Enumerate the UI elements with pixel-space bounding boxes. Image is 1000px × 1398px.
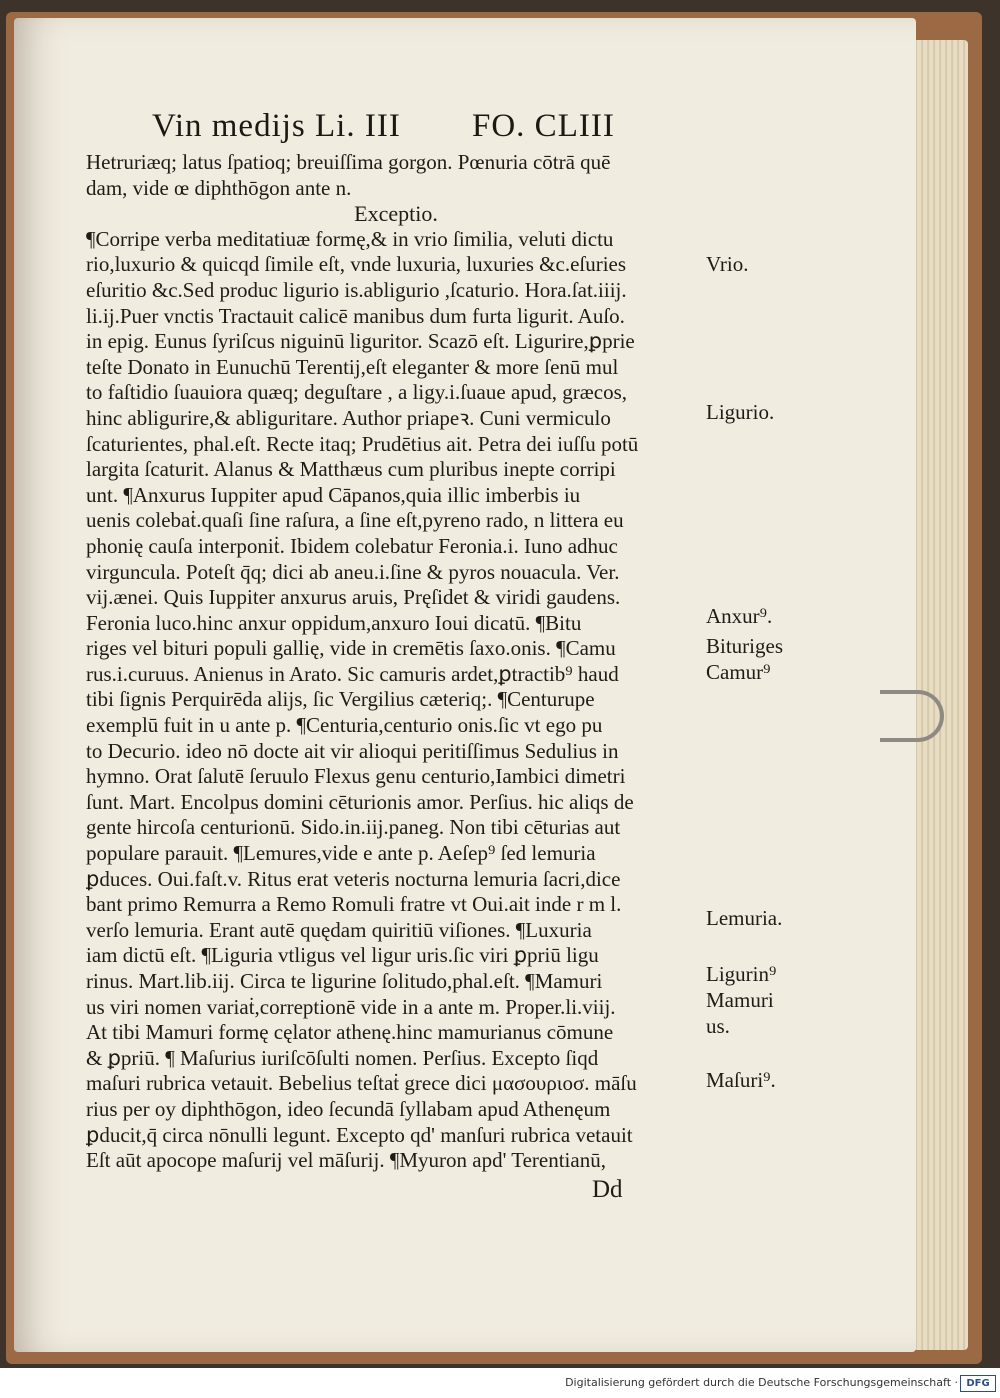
margin-note-anxur: Anxur⁹. (706, 604, 773, 628)
text-line: eſuritio &c.Sed produc ligurio is.abligurio ,ſcaturio. Hora.ſat.iiij. (86, 277, 627, 302)
text-line: teſte Donato in Eunuchū Terentij,eſt eleganter & more ſenū mul (86, 354, 619, 379)
text-line: At tibi Mamuri formę cęlator athenę.hinc mamurianus cōmune (86, 1020, 614, 1045)
margin-note-ligurio: Ligurio. (706, 400, 775, 424)
text-line: uenis colebaṫ.quaſi ſine raſura, a ſine eſt,pyreno rado, n littera eu (86, 508, 624, 533)
header-left: Vin medijs Li. III (152, 108, 401, 144)
footer-bar (0, 1368, 1000, 1398)
running-header (152, 108, 692, 152)
text-line: phonię cauſa interponiṫ. Ibidem colebatur Feronia.i. Iuno adhuc (86, 533, 618, 558)
section-heading: Exceptio. (354, 201, 438, 227)
text-line: verſo lemuria. Erant autē quędam quiritiū viſiones. ¶Luxuria (86, 917, 592, 942)
margin-note-ligurin: Ligurin⁹ (706, 962, 777, 986)
text-line: ſunt. Mart. Encolpus domini cēturionis amor. Perſius. hic aliqs de (86, 789, 634, 814)
text-line: & ꝑpriū. ¶ Maſurius iuriſcōſulti nomen. Perſius. Excepto ſiqd (86, 1045, 599, 1070)
text-line: rus.i.curuus. Anienus in Arato. Sic camuris ardet,ꝑtractib⁹ haud (86, 661, 619, 686)
text-line: to faſtidio ſuauiora quæq; deguſtare , a ligy.i.ſuaue apud, græcos, (86, 380, 628, 405)
text-line: bant primo Remurra a Remo Romuli fratre vt Oui.ait inde r m l. (86, 892, 622, 917)
text-line: ꝑduces. Oui.faſt.v. Ritus erat veteris nocturna lemuria ſacri,dice (86, 866, 621, 891)
text-line: us viri nomen variaṫ,correptionē vide in a ante m. Proper.li.viij. (86, 994, 616, 1019)
bookmark-ribbon (880, 690, 944, 742)
text-line: Feronia luco.hinc anxur oppidum,anxuro Ioui dicatū. ¶Bitu (86, 610, 582, 635)
dfg-logo: DFG (960, 1375, 996, 1392)
margin-note-mamuri: Mamuri (706, 988, 774, 1012)
text-line: Hetruriæq; latus ſpatioq; breuiſſima gorgon. Pœnuria cōtrā quē (86, 150, 611, 174)
folio-number: FO. CLIII (472, 108, 615, 144)
text-line: largita ſcaturit. Alanus & Matthæus cum pluribus inepte corripi (86, 457, 616, 482)
text-line: to Decurio. ideo nō docte ait vir alioqui peritiſſimus Sedulius in (86, 738, 619, 763)
text-line: Eſt aūt apocope maſurij vel māſurij. ¶Myuron apd' Terentianū, (86, 1148, 606, 1173)
footer-credit: Digitalisierung gefördert durch die Deutsche Forschungsgemeinschaft · (565, 1376, 958, 1389)
text-line: in epig. Eunus ſyriſcus niguinū liguritor. Scazō eſt. Ligurire,ꝑprie (86, 329, 635, 354)
text-line: maſuri rubrica vetauit. Bebelius teſtaṫ grece dici μασουριοσ. māſu (86, 1071, 637, 1096)
text-line: rius per oy diphthōgon, ideo ſecundā ſyllabam apud Athenęum (86, 1096, 611, 1121)
text-line: unt. ¶Anxurus Iuppiter apud Cāpanos,quia illic imberbis iu (86, 482, 581, 507)
text-line: populare parauit. ¶Lemures,vide e ante p. Aeſep⁹ ſed lemuria (86, 841, 596, 866)
text-line: hymno. Orat ſalutē ſeruulo Flexus genu centurio,Iambici dimetri (86, 764, 626, 789)
margin-note-masuri: Maſuri⁹. (706, 1068, 776, 1092)
text-line: ¶Corripe verba meditatiuæ formę,& in vrio ſimilia, veluti dictu (86, 226, 614, 251)
text-line: rinus. Mart.lib.iij. Circa te ligurine ſolitudo,phal.eſt. ¶Mamuri (86, 969, 603, 993)
text-line: vij.ænei. Quis Iuppiter anxurus aruis, Pręſidet & viridi gaudens. (86, 585, 621, 610)
text-line: rio,luxurio & quicqd ſimile eſt, vnde luxuria, luxuries &c.eſuries (86, 252, 627, 277)
margin-note-vrio: Vrio. (706, 252, 749, 276)
text-line: iam dictū eſt. ¶Liguria vtligus vel ligur uris.ſic viri ꝑpriū ligu (86, 943, 599, 968)
text-line: dam, vide œ diphthōgon ante n. (86, 175, 352, 200)
margin-note-lemuria: Lemuria. (706, 906, 783, 930)
margin-note-camur: Camur⁹ (706, 660, 771, 684)
text-line: ꝑducit,q̄ circa nōnulli legunt. Excepto qd' manſuri rubrica vetauit (86, 1122, 633, 1147)
text-line: riges vel bituri populi gallię, vide in cremētis ſaxo.onis. ¶Camu (86, 636, 616, 661)
text-line: li.ij.Puer vnctis Tractauit calicē manibus dum furta ligurit. Auſo. (86, 303, 625, 328)
text-line: ſcaturientes, phal.eſt. Recte itaq; Prudētius ait. Petra dei iuſſu potū (86, 431, 639, 456)
text-line: hinc abligurire,& abliguritare. Author priapeꝛ. Cuni vermiculo (86, 405, 611, 430)
text-line: gente hircoſa centurionū. Sido.in.iij.paneg. Non tibi cēturias aut (86, 815, 621, 840)
main-text-block (86, 150, 706, 1174)
text-line: virguncula. Poteſt q̄q; dici ab aneu.i.ſine & pyros nouacula. Ver. (86, 559, 620, 584)
text-line: tibi ſignis Perquirēda alijs, ſic Vergilius cæteriq;. ¶Centurupe (86, 687, 595, 712)
margin-note-mamuri-cont: us. (706, 1014, 730, 1038)
signature-mark: Dd (592, 1176, 623, 1203)
text-line: exemplū fuit in u ante p. ¶Centuria,centurio onis.ſic vt ego pu (86, 713, 603, 738)
margin-note-bituriges: Bituriges (706, 634, 783, 658)
